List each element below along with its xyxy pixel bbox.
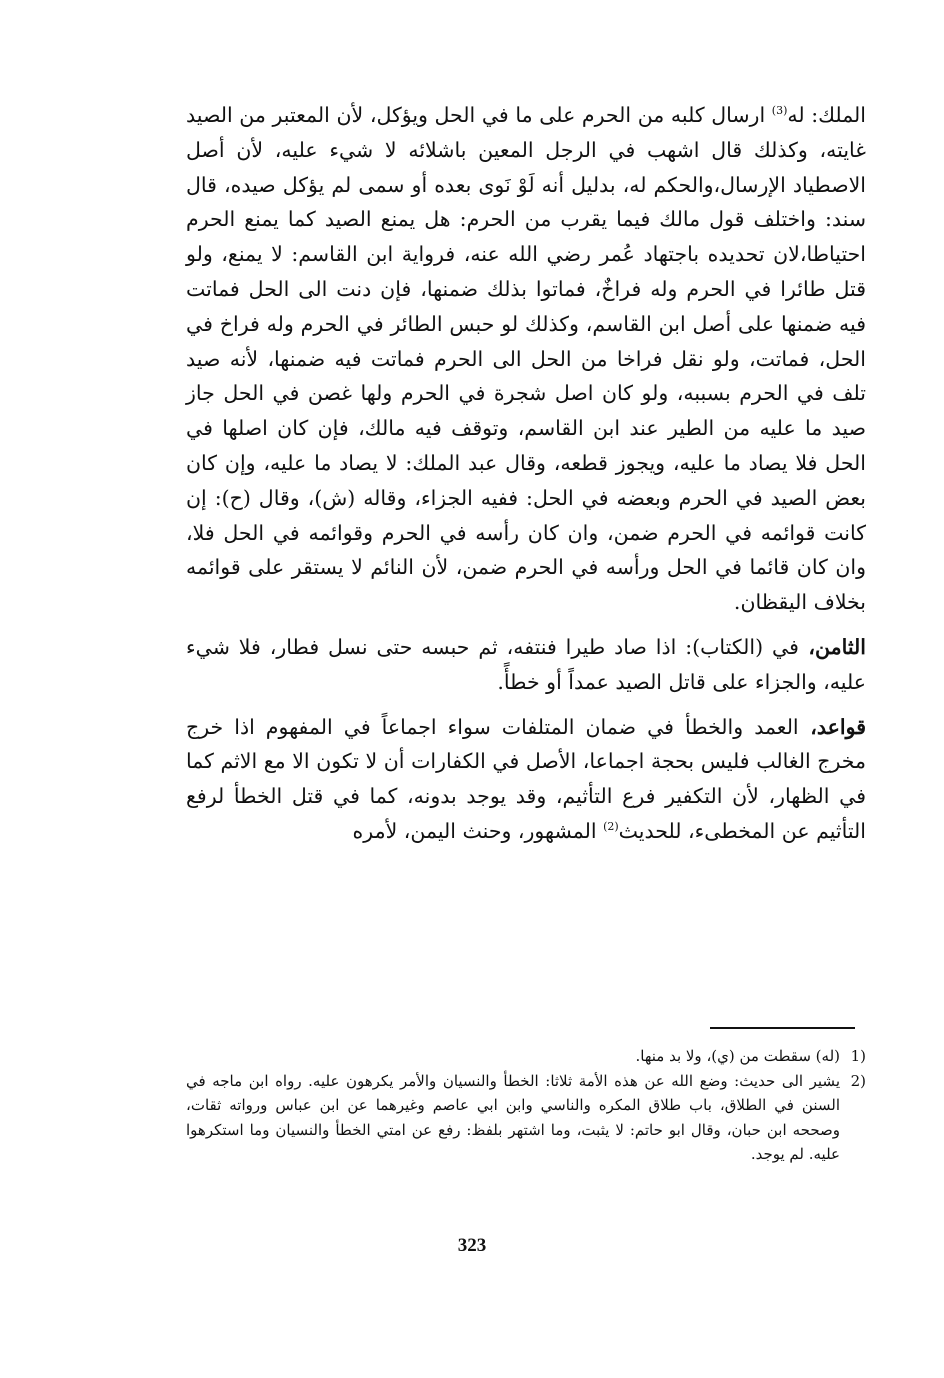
- paragraph-3-lead: قواعد،: [798, 714, 866, 739]
- footnote-separator: [710, 1027, 855, 1029]
- paragraph-2-lead: الثامن،: [798, 634, 866, 659]
- footnote-1-number: 1): [850, 1047, 866, 1065]
- paragraph-1: [186, 98, 866, 620]
- page-number: 323: [457, 1235, 487, 1256]
- footnote-ref-2: (2): [603, 820, 619, 834]
- paragraph-3-end: المشهور، وحنث اليمن، لأمره: [352, 818, 604, 843]
- footnote-1-text: (له) سقطت من (ي)، ولا بد منها.: [635, 1047, 840, 1065]
- footnote-2-number: 2): [850, 1071, 866, 1090]
- paragraph-1-body: ارسال كلبه من الحرم على ما في الحل ويؤكل، لأن المعتبر من الصيد غايته، وكذلك قال اشهب في الرجل المعين باشلائه لا شيء عليه، لأن أصل الاصطياد الإرسال،والحكم له، بدليل أنه لَوْ نَوى بعده أو سمى لم يؤكل صيده، قال سند: واختلف قول مالك فيما يقرب من الحرم: هل يمنع الصيد كما يمنع الحرم احتياطا،لان تحديده باجتهاد عُمر رضي الله عنه، فرواية ابن القاسم: لا يمنع، ولو قتل طائرا في الحرم وله فراخٌ، فماتوا بذلك ضمنها، فإن دنت الى الحل فماتت فيه ضمنها على أصل ابن القاسم، وكذلك لو حبس الطائر في الحرم وله فراخ في الحل، فماتت، ولو نقل فراخا من الحل الى الحرم فماتت فيه ضمنها، لأنه صيد تلف في الحرم بسببه، ولو كان اصل شجرة في الحرم ولها غصن في الحل جاز صيد ما عليه من الطير عند ابن القاسم، وتوقف فيه مالك، فإن كان اصلها في الحل فلا يصاد ما عليه، ويجوز قطعه، وقال عبد الملك: لا يصاد ما عليه، وإن كان بعض الصيد في الحرم وبعضه في الحل: ففيه الجزاء، وقاله (ش)، وقال (ح): إن كانت قوائمه في الحرم ضمن، وان كان رأسه في الحرم وقوائمه في الحل فلا، وان كان قائما في الحل ورأسه في الحرم ضمن، لأن النائم لا يستقر على قوائمه بخلاف اليقظان.: [186, 103, 866, 615]
- paragraph-3-start: العمد والخطأ في ضمان المتلفات سواء اجماعاً في المفهوم اذا خرج مخرج الغالب فليس بحجة اجماعا، الأصل في الكفارات أن لا تكون الا مع الاثم كما في الظهار، لأن التكفير فرع التأثيم، وقد يوجد بدونه، كما في قتل الخطأ لرفع التأثيم عن المخطىء، للحديث: [186, 714, 866, 843]
- main-text: [186, 98, 866, 849]
- footnote-2-text: يشير الى حديث: وضع الله عن هذه الأمة ثلاثا: الخطأ والنسيان والأمر يكرهون عليه. رواه ابن ماجه في السنن في الطلاق، باب طلاق المكره والناسي وابن ابي عاصم وغيرهما عن ابن عباس ورواته ثقات، وصححه ابن حبان، وقال ابو حاتم: لا يثبت، وما اشتهر بلفظ: رفع عن امتي الخطأ والنسيان وما استكرهوا عليه. لم يوجد.: [186, 1071, 840, 1163]
- footnote-2: [186, 1069, 866, 1167]
- paragraph-2-body: في (الكتاب): اذا صاد طيرا فنتفه، ثم حبسه حتى نسل فطار، فلا شيء عليه، والجزاء على قاتل الصيد عمداً أو خطأً.: [186, 634, 866, 694]
- footnote-ref-3: (3): [771, 104, 788, 118]
- paragraph-2: [186, 630, 866, 700]
- paragraph-1-start: الملك: له: [787, 103, 866, 127]
- footnotes: [186, 1044, 866, 1167]
- paragraph-3: [186, 710, 866, 849]
- footnote-1: [186, 1044, 866, 1069]
